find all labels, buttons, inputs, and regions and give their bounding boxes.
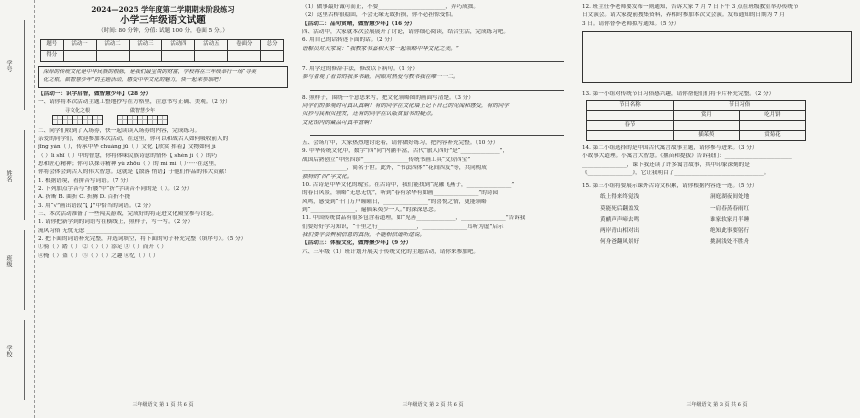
question-1: 一、请你将本次活动主题工整地抄写在方格里，注意书写正确、美观。（2 分） <box>38 99 231 106</box>
score-header-cell: 活动四 <box>162 39 195 50</box>
grid-caption: 做智慧少年 <box>129 108 155 115</box>
question-text: 【活动三：体验文化，做博聚少年】（9 分） <box>302 240 412 247</box>
question-text: 四、活动中，大家就本次会展展开了讨论，请你细心阅读，结合生活，完成练习吧。 <box>302 29 509 36</box>
answer-line[interactable] <box>310 83 564 91</box>
page-footer: 三年级语文 第 3 页 共 6 页 <box>686 401 748 408</box>
passage-line: 你将会体会到古人的伟大智慧。这就是【散落 悄语】于他们作品的伟大贡献！ <box>38 169 230 176</box>
question-text: 的春日风景，领略“无思无忧”，听到“春有余华有如画________________”的诗园 <box>302 190 499 197</box>
score-header-cell: 卷面分 <box>228 39 261 50</box>
page-1 <box>38 4 288 412</box>
grid-cell[interactable] <box>93 116 102 124</box>
page-2-content <box>302 4 564 256</box>
question-3: 三、本次活动准备了一些闯关游戏，完成好的将走进文化殿堂参与讨论。 <box>38 211 218 218</box>
question-3-2: 2. 把下面的词语补充完整，并选词填空，将下面的句子补充完整（填序号）。（5 分） <box>38 236 247 243</box>
poem-right-item[interactable]: 挑洞浅处不胜舟 <box>710 238 750 245</box>
writing-grid <box>52 108 288 124</box>
question-12: 日文演会。请大家提前搜集资料，养相时参加本次文会演。发布通知的日期为 7 月 <box>582 12 785 19</box>
page-3 <box>582 4 852 412</box>
answer-line[interactable] <box>310 128 564 136</box>
margin-label-class: 班级 <box>5 255 12 267</box>
question-14: ________________，课下我还读了许多寓言故事，其中印象深刻的是 <box>582 161 750 168</box>
grid-cells <box>52 115 103 125</box>
question-3-2-row: ①骑（ ）踏（ ） ②（ ）（ ）添足 ③（ ）而开（ ） <box>38 244 167 251</box>
festival-blank-cell[interactable] <box>673 121 739 131</box>
grid-cell[interactable] <box>148 116 158 124</box>
festival-blank-cell[interactable] <box>587 111 674 121</box>
intro-line: 化之根，做智慧少年”的主题活动，感受中华文化的魅力，快一起来参加吧！ <box>43 76 224 83</box>
margin-label-school: 学校 <box>5 345 12 357</box>
score-row-label: 得分 <box>41 50 64 61</box>
grid-caption: 寻文化之根 <box>64 108 90 115</box>
question-14: 《________________》，它让我明白了________________________________。 <box>582 170 770 177</box>
score-header-cell: 活动五 <box>195 39 228 50</box>
question-text: 们要好好学习知识，“千里之行______________，________________耳听为虚”启示 <box>302 223 504 230</box>
festival-table-header: 节日名称 <box>587 101 674 111</box>
poem-right-item[interactable]: 洞庭湖夜间处地 <box>710 194 750 201</box>
question-text: ________________，简名于世。此外，“书法四体”“花间四友”等，共同构成 <box>302 165 487 172</box>
question-text: 7. 用学过的修辞手法，修改以下病句。（1 分） <box>302 66 418 73</box>
margin-label-student-id: 学号 <box>5 60 12 72</box>
question-text: 语解员对大家说：“我教家书嘉和大家一起领略中华文化之美。” <box>302 45 459 52</box>
passage-line: （ ）lì shī（ ）中的智慧，你将体味民族诗意的情怀【 shén jì（ ）的巧 <box>38 152 218 159</box>
passage-line: 亲爱的同学们，欢迎参加本次活动，在这里，你可以和战古人如何吸收前人的 <box>38 135 229 142</box>
question-13: 13. 第一小组对传统节日习俗感兴趣，请你帮他们们将卡片补充完整。（2 分） <box>582 90 775 97</box>
question-2-2: 2. 下列加点字音与“折腰”中“折”字读音不同的是（ ）。（2 分） <box>38 186 193 193</box>
question-text: （2）这里古桥很稳固，不会无缘无故折损，你不必担惊受怕。 <box>302 12 457 19</box>
writing-grid-block <box>117 108 168 124</box>
score-header-cell: 活动三 <box>129 39 162 50</box>
question-12: 3 日。请你替李老师拟写通知。（5 分） <box>582 20 680 27</box>
margin-label-name: 姓名 <box>5 170 12 182</box>
question-3-2-row: ④掩（ ）盗（ ） ⑤（ ）（ ）之趣 ⑥忆（ ）（ ） <box>38 252 159 259</box>
grid-cell[interactable] <box>83 116 93 124</box>
festival-cell: 春节 <box>587 121 674 131</box>
margin-fill-line <box>24 230 25 310</box>
page-footer: 三年级语文 第 2 页 共 6 页 <box>402 401 464 408</box>
festival-table-row <box>587 131 806 141</box>
question-text: 6. 用自己的话转述下面的话。（2 分） <box>302 37 396 44</box>
answer-line[interactable] <box>310 54 564 62</box>
question-12: 12. 班主任李老师要发布一则通知，告诉大家 7 月 7 日下午 3 点在班级教室举办传统节 <box>582 4 799 10</box>
question-2-1: 1. 根据语境，看拼音写词语。（7 分） <box>38 177 132 184</box>
festival-table-header: 节日习俗 <box>673 101 805 111</box>
question-text: 我们要学会辨别信息的真伪，不能相信道听途说。 <box>302 231 426 238</box>
festival-cell: 赏菊花 <box>739 131 805 141</box>
notice-answer-box[interactable] <box>582 31 852 83</box>
score-header-cell: 活动一 <box>63 39 96 50</box>
question-text: 10. 古诗是中华文化的瑰宝。在古诗中，我们能找到“泥融飞燕子，________________” <box>302 181 515 188</box>
grid-cell[interactable] <box>73 116 83 124</box>
question-text: 到“________________，遍插茱萸少一人。”的深深思念。 <box>302 206 440 213</box>
festival-table-row <box>587 121 806 131</box>
question-text: 8. 照样子，围绕一个意思来写，把文化领略图的画面写清楚。（3 分） <box>302 94 474 101</box>
question-3-1-example: 流风习俗 无忧无虑 ________________________ <box>38 227 154 234</box>
intro-line: 深厚的传统文化是中华民族的根脉，是我们最宝贵的财富，学校将在三年级举行一场“寻美 <box>43 68 256 75</box>
page-footer: 三年级语文 第 1 页 共 6 页 <box>132 401 194 408</box>
grid-cell[interactable] <box>53 116 63 124</box>
question-2-2-options: A. 折断 B. 曲折 C. 折腾 D. 百折不挠 <box>38 194 131 201</box>
exam-info: （时间: 80 分钟，分值: 试题 100 分，卷面 5 分。） <box>98 28 228 35</box>
exam-subtitle: 小学三年级语文试题 <box>120 15 206 27</box>
grid-cell[interactable] <box>63 116 73 124</box>
intro-box <box>38 66 288 88</box>
page-2 <box>302 4 564 412</box>
grid-cell[interactable] <box>128 116 138 124</box>
poem-left-item[interactable]: 两岸青山相对出 <box>600 227 640 234</box>
question-2-3: 3. 用“√”画出语段“【 】”中恰当的词语。（2 分） <box>38 202 154 209</box>
question-text: 【活动二：品句赏晴，做智慧少年】（16 分） <box>302 20 416 27</box>
margin-fill-line <box>24 20 25 110</box>
question-text: 贝抄与民相贝挂发，还有的同学在认版贫留书的疑点。 <box>302 111 437 118</box>
poem-left-item[interactable]: 纸上得来终觉浅 <box>600 194 640 201</box>
question-text: 同学们的参观时可真认真啊！有的同学在文化墙上记下自己的见闻和感受，有的同学 <box>302 103 509 110</box>
score-header-cell: 题号 <box>41 39 64 50</box>
festival-blank-cell[interactable] <box>587 131 674 141</box>
question-14: 小故事大道理。小寓言大智慧。《揠苗和提拔》告诉我们：________________________ <box>582 153 792 160</box>
festival-cell: 吃月饼 <box>739 111 805 121</box>
poem-left-item[interactable]: 莫能死后翻盖发 <box>600 205 640 212</box>
question-3-1: 1. 请你把新学到的词语写在横线上，照样子，写一写。（2 分） <box>38 219 194 226</box>
question-text: 11. 中国传统食品有很多包含着道理，如“见善______________，________________”告诉我 <box>302 215 526 222</box>
score-input-cell[interactable] <box>228 50 261 61</box>
question-text: 文化馆内的藏品可真丰富啊！ <box>302 119 375 126</box>
poem-right-item[interactable]: 一肩春蒸春雨红 <box>710 205 750 212</box>
passage-line: jīng yàn（ ），传承中华 chuáng jū（ ）文化【欣赏 挥着】文物如何 jì <box>38 144 216 151</box>
question-text: 风鸣，感受到“千门万户曈曈日，________________”的喜悦之情，更能领略 <box>302 198 487 205</box>
question-text: 六、三年级（1）班计划开展关于传统文化的主题活动，请你来参加吧。 <box>302 248 479 255</box>
score-table <box>40 39 284 62</box>
score-input-cell[interactable] <box>96 50 129 61</box>
poem-right-item[interactable]: 谁家软家月半睡 <box>710 216 750 223</box>
question-14: 14. 第二小组选择的是中国古代寓言故事主题，请你参与进来。（3 分） <box>582 145 758 151</box>
poem-left-item[interactable]: 黄鹂声声啼去鸣 <box>600 216 640 223</box>
grid-cells <box>117 115 168 125</box>
exam-title: 2024—2025 学年度第二学期期末阶段练习 <box>91 5 235 14</box>
grid-cell[interactable] <box>118 116 128 124</box>
festival-cell: 插茱萸 <box>673 131 739 141</box>
festival-blank-cell[interactable] <box>739 121 805 131</box>
score-input-cell[interactable] <box>162 50 195 61</box>
question-text: 参与者观了看音的我多书籍，同眼对热爱与教书我在唯一一二。 <box>302 74 459 81</box>
passage-line: 思和匠心精神；你可以探寻精神 yù zhōu（ ）的 mì mì（ ）······在这里， <box>38 160 220 167</box>
festival-table <box>586 100 806 141</box>
section-heading: 【活动一：识字启智，做智慧少年】（28 分） <box>38 90 152 97</box>
question-text: 9. 中华传统文化中，数字“四”同“内涵丰富，古代“旅人四好”是“______________”， <box>302 148 509 155</box>
score-input-cell[interactable] <box>195 50 228 61</box>
score-header-cell: 总分 <box>261 39 284 50</box>
question-text: 五、会场厅中，大家热烈地讨论着，请你做好练习，把内容补充完整。（10 分） <box>302 140 499 147</box>
question-15: 15. 第三小组将要展示课外古诗文积累，请你根据内容连一连。（5 分） <box>582 183 758 190</box>
poem-right-item[interactable]: 绝知此事要躬行 <box>710 227 750 234</box>
margin-fill-line <box>24 130 25 220</box>
poem-matching <box>600 194 820 246</box>
writing-grid-block <box>52 108 103 124</box>
poem-left-item[interactable]: 何身爸翻风景好 <box>600 238 640 245</box>
margin-fill-line <box>24 320 25 400</box>
grid-cell[interactable] <box>158 116 167 124</box>
grid-cell[interactable] <box>138 116 148 124</box>
score-input-cell[interactable] <box>261 50 284 61</box>
question-text: 独特的“四”字文化。 <box>302 173 353 180</box>
festival-cell: 赏月 <box>673 111 739 121</box>
question-text: 战国后熟创立“中医四诊”________________传统书画工具“文房四宝” <box>302 156 471 163</box>
score-input-cell[interactable] <box>129 50 162 61</box>
binding-margin <box>0 0 35 418</box>
score-input-cell[interactable] <box>63 50 96 61</box>
score-header-cell: 活动二 <box>96 39 129 50</box>
festival-table-row <box>587 111 806 121</box>
question-text: （1）做事最好诚可而止，不要________________________，弄巧成拙。 <box>302 4 479 10</box>
question-2: 二、同学们收到了入场券，快一起读读入场券的内容，完成练习。 <box>38 127 201 134</box>
